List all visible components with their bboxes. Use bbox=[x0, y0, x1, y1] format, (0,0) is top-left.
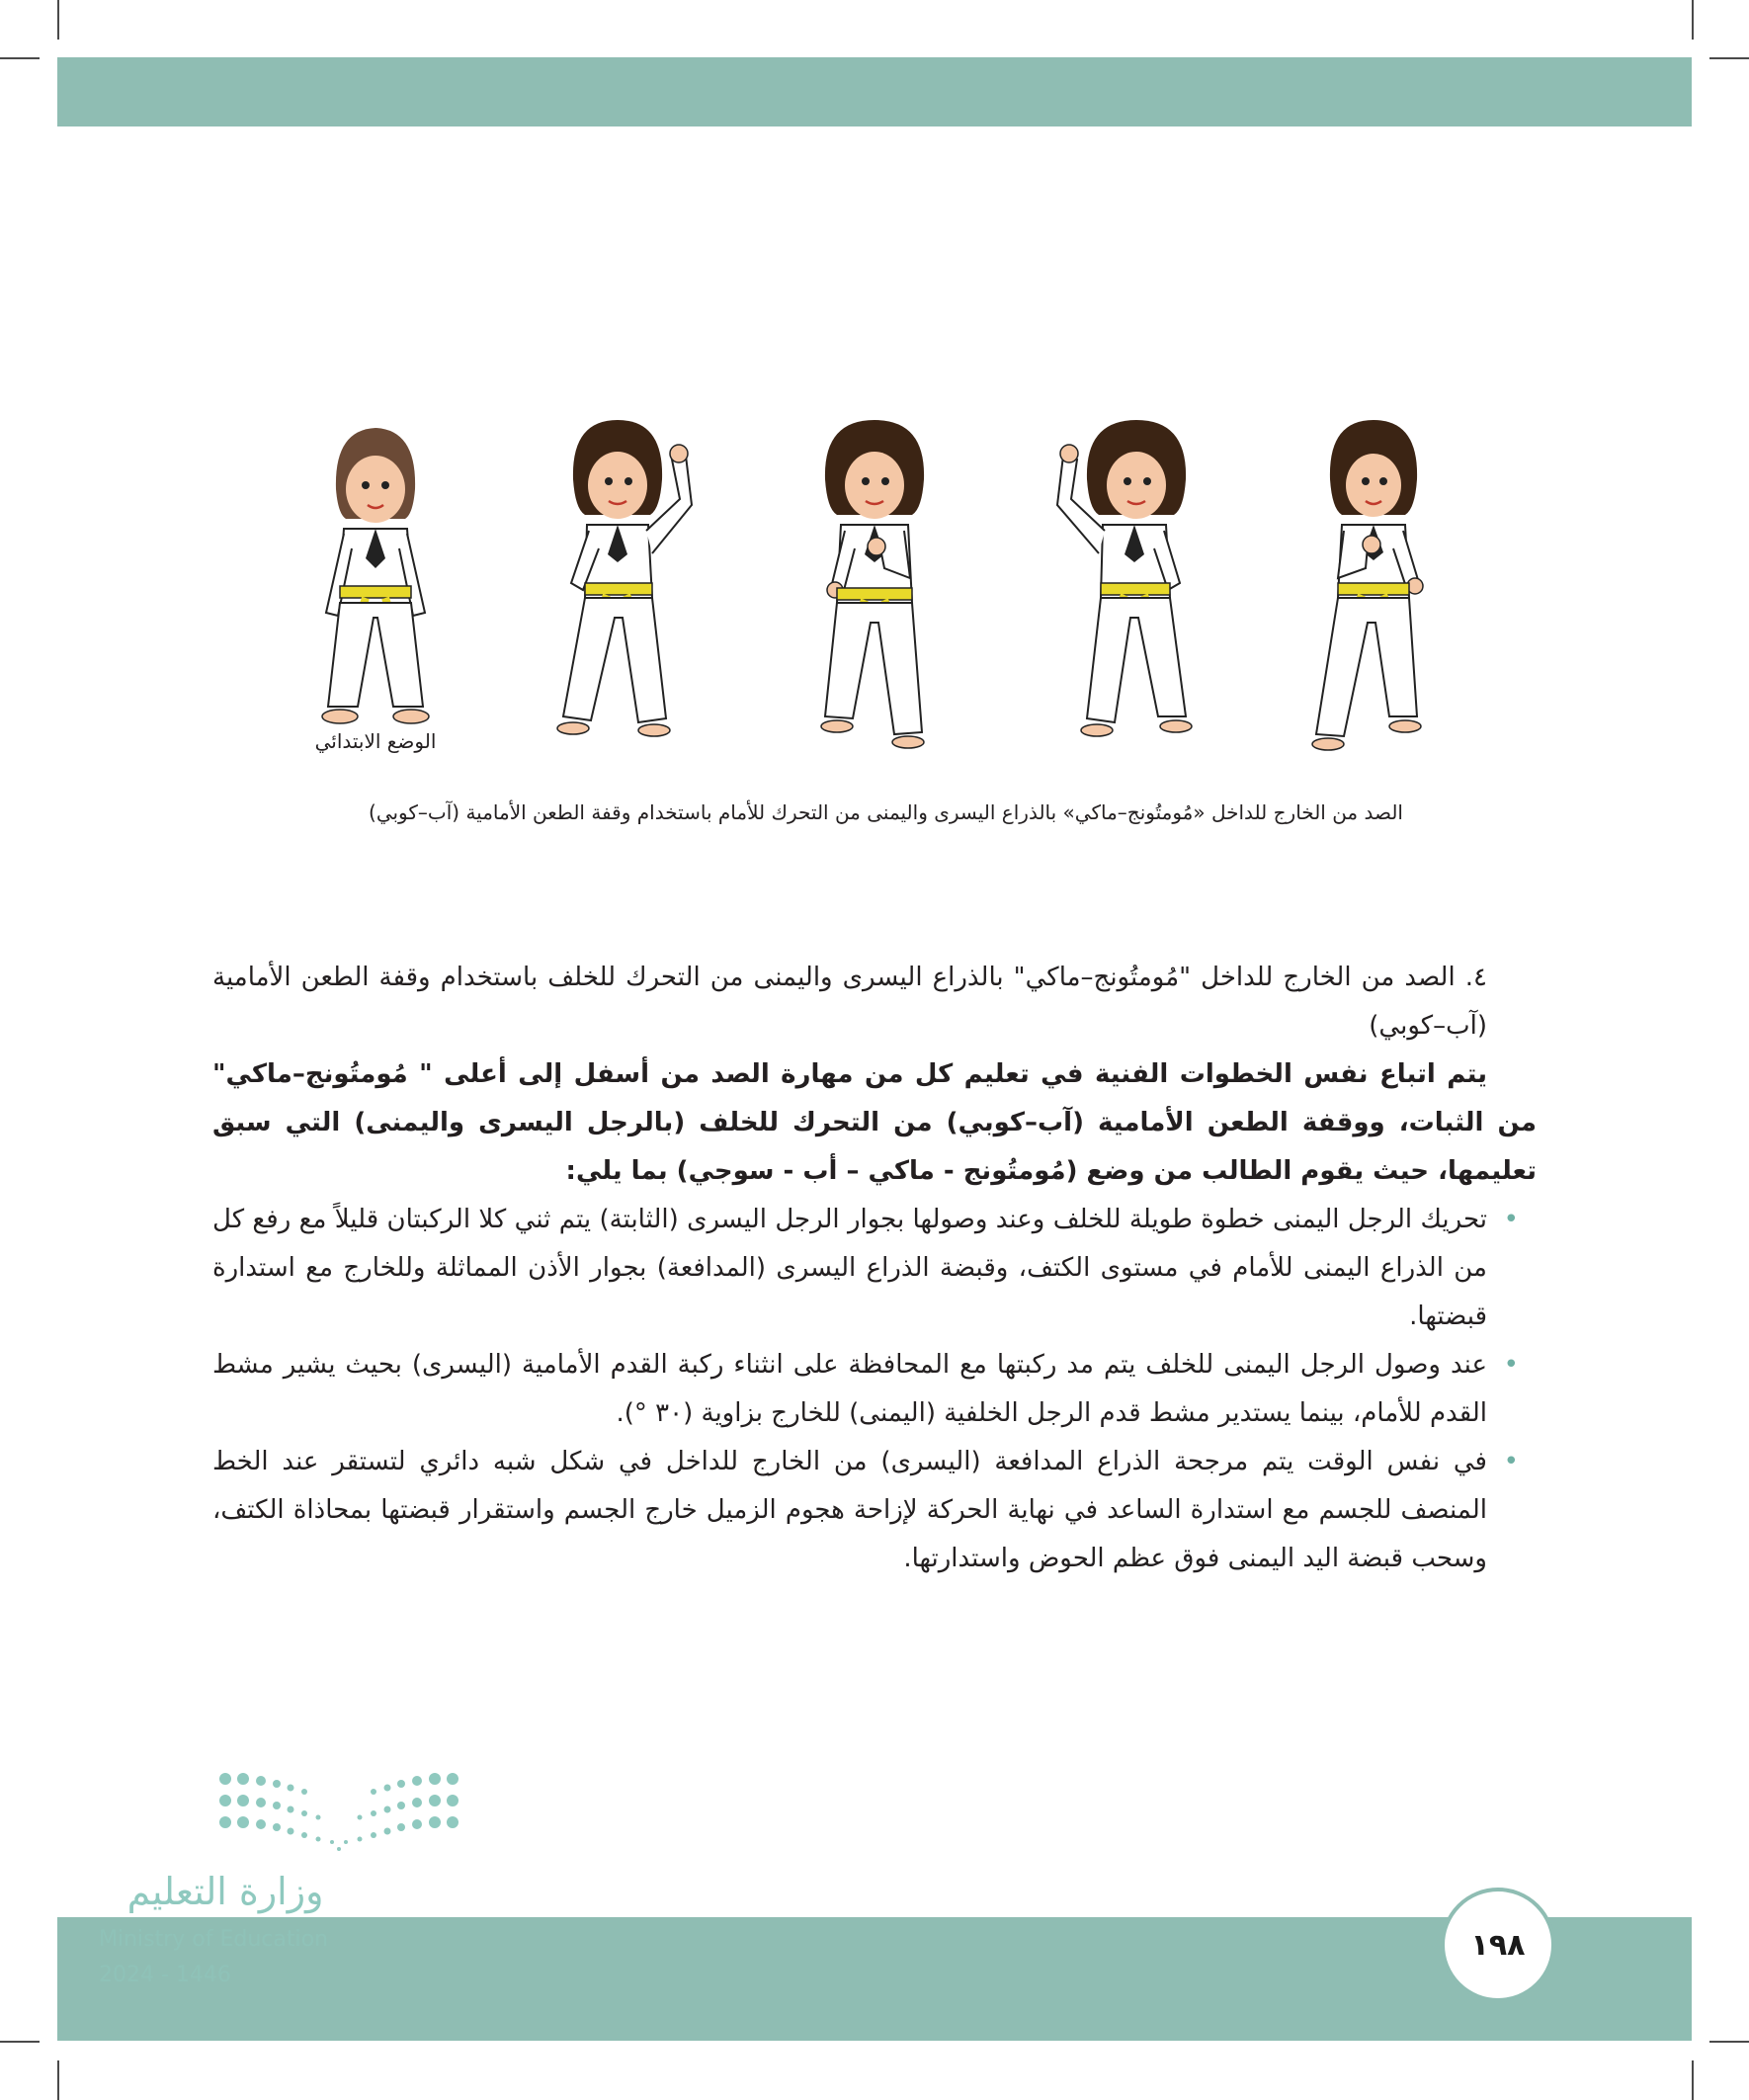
crop-mark bbox=[57, 0, 59, 40]
crop-mark bbox=[1709, 57, 1749, 59]
list-item-text: في نفس الوقت يتم مرجحة الذراع المدافعة (اليسرى) من الخارج للداخل في شكل شبه دائري لتستقر عند الخط المنصف للجسم مع استدارة الساعد في نهاية الحركة لإزاحة هجوم الزميل خارج الجسم واستقرار قبضتها بمحاذاة الكتف، وسحب قبضة اليد اليمنى فوق عظم الحوض واستدارتها. bbox=[212, 1447, 1487, 1573]
bullet-dot-icon: • bbox=[1503, 1205, 1519, 1234]
figure-step-2 bbox=[795, 420, 954, 756]
figure-step-4 bbox=[1294, 420, 1453, 756]
bullet-dot-icon: • bbox=[1503, 1447, 1519, 1476]
page-number: ١٩٨ bbox=[1441, 1888, 1555, 2002]
ministry-logo-dots-icon bbox=[215, 1771, 462, 1852]
ministry-logo-english: Ministry of Education bbox=[99, 1927, 329, 1952]
illustration-row bbox=[296, 420, 1453, 756]
list-item bbox=[212, 1341, 1537, 1438]
crop-mark bbox=[0, 2041, 40, 2043]
body-text bbox=[212, 954, 1537, 1583]
bullet-dot-icon: • bbox=[1503, 1350, 1519, 1380]
ministry-logo-year: 2024 - 1446 bbox=[99, 1963, 231, 1987]
initial-stance-label: الوضع الابتدائي bbox=[314, 729, 437, 753]
crop-mark bbox=[1709, 2041, 1749, 2043]
ministry-logo-arabic: وزارة التعليم bbox=[126, 1870, 324, 1913]
crop-mark bbox=[1692, 0, 1694, 40]
list-item bbox=[212, 1196, 1537, 1341]
figure-caption: الصد من الخارج للداخل «مُومتُونج–ماكي» بالذراع اليسرى واليمنى من التحرك للأمام باستخدام وقفة الطعن الأمامية (آب–كوبي) bbox=[369, 800, 1403, 824]
crop-mark bbox=[0, 57, 40, 59]
list-item bbox=[212, 1438, 1537, 1583]
bullet-list bbox=[212, 1196, 1537, 1583]
list-item-text: تحريك الرجل اليمنى خطوة طويلة للخلف وعند وصولها بجوار الرجل اليسرى (الثابتة) يتم ثني كلا الركبتان قليلاً مع رفع كل من الذراع اليمنى للأمام في مستوى الكتف، وقبضة الذراع اليسرى (المدافعة) بجوار الأذن المماثلة وللخارج مع استدارة قبضتها. bbox=[212, 1205, 1487, 1331]
figure-step-3 bbox=[1047, 420, 1206, 756]
list-item-text: عند وصول الرجل اليمنى للخلف يتم مد ركبتها مع المحافظة على انثناء ركبة القدم الأمامية (اليسرى) بحيث يشير مشط القدم للأمام، بينما يستدير مشط قدم الرجل الخلفية (اليمنى) للخارج بزاوية (٣٠ °). bbox=[212, 1350, 1487, 1428]
bold-paragraph: يتم اتباع نفس الخطوات الفنية في تعليم كل من مهارة الصد من أسفل إلى أعلى " مُومتُونج–ماكي" من الثبات، ووقفة الطعن الأمامية (آب–كوبي) من التحرك للخلف (بالرجل اليسرى واليمنى) التي سبق تعليمها، حيث يقوم الطالب من وضع (مُومتُونج - ماكي – أب - سوجي) بما يلي: bbox=[212, 1059, 1537, 1186]
figure-initial-stance bbox=[296, 420, 455, 756]
crop-mark bbox=[57, 2060, 59, 2100]
header-band bbox=[57, 57, 1692, 126]
crop-mark bbox=[1692, 2060, 1694, 2100]
figure-step-1 bbox=[543, 420, 702, 756]
item-4: ٤. الصد من الخارج للداخل "مُومتُونج–ماكي" بالذراع اليسرى واليمنى من التحرك للخلف باستخدام وقفة الطعن الأمامية (آب–كوبي) bbox=[212, 963, 1487, 1041]
